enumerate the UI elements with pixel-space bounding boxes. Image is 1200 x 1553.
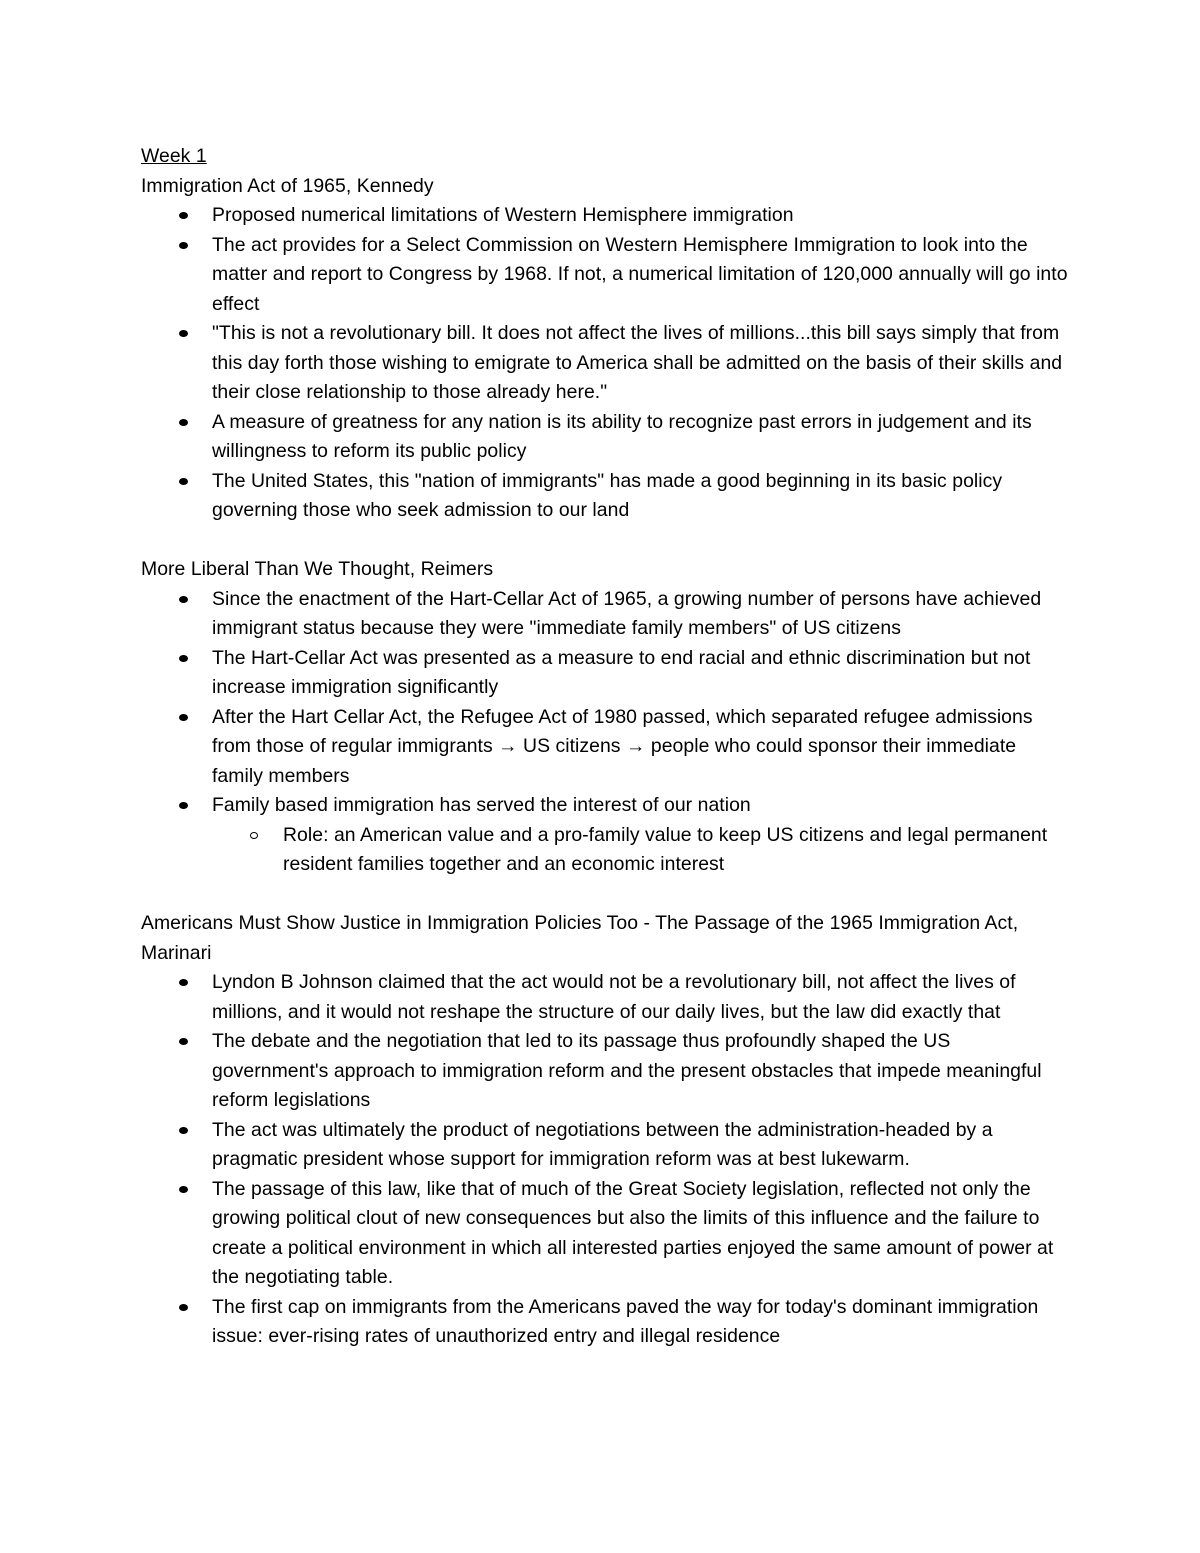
list-item: The first cap on immigrants from the Americans paved the way for today's dominant immigration issue: ever-rising rates of unauthorized entry and illegal residence [141, 1293, 1071, 1352]
bullet-icon [179, 330, 188, 337]
list-item: Lyndon B Johnson claimed that the act would not be a revolutionary bill, not affect the lives of millions, and it would not reshape the structure of our daily lives, but the law did exactly that [141, 968, 1071, 1027]
bullet-icon [179, 242, 188, 249]
bullet-icon [179, 979, 188, 986]
bullet-icon [179, 1304, 188, 1311]
sub-bullet-list [212, 821, 1071, 880]
list-item: After the Hart Cellar Act, the Refugee Act of 1980 passed, which separated refugee admissions from those of regular immigrants → US citizens → people who could sponsor their immediate family members [141, 703, 1071, 792]
bullet-icon [179, 419, 188, 426]
section-heading-kennedy: Immigration Act of 1965, Kennedy [141, 174, 434, 197]
document-page [141, 142, 1071, 1352]
week-title: Week 1 [141, 145, 207, 167]
list-item: Since the enactment of the Hart-Cellar Act of 1965, a growing number of persons have achieved immigrant status because they were "immediate family members" of US citizens [141, 585, 1071, 644]
bullet-list-reimers [141, 585, 1071, 880]
list-item: A measure of greatness for any nation is its ability to recognize past errors in judgement and its willingness to reform its public policy [141, 408, 1071, 467]
section-heading-reimers: More Liberal Than We Thought, Reimers [141, 558, 494, 580]
list-item: The debate and the negotiation that led to its passage thus profoundly shaped the US government's approach to immigration reform and the present obstacles that impede meaningful reform legislations [141, 1027, 1071, 1116]
bullet-icon [179, 596, 188, 603]
hollow-bullet-icon [250, 832, 258, 839]
bullet-icon [179, 1127, 188, 1134]
list-item: The act provides for a Select Commission on Western Hemisphere Immigration to look into the matter and report to Congress by 1968. If not, a numerical limitation of 120,000 annually will go into effect [141, 231, 1071, 320]
bullet-icon [179, 478, 188, 485]
bullet-list-kennedy [141, 201, 1071, 526]
bullet-icon [179, 655, 188, 662]
list-item: The Hart-Cellar Act was presented as a measure to end racial and ethnic discrimination but not increase immigration significantly [141, 644, 1071, 703]
bullet-list-marinari [141, 968, 1071, 1352]
bullet-icon [179, 1038, 188, 1045]
section-heading-marinari: Americans Must Show Justice in Immigration Policies Too - The Passage of the 1965 Immigration Act, Marinari [141, 912, 1019, 964]
list-item: The act was ultimately the product of negotiations between the administration-headed by a pragmatic president whose support for immigration reform was at best lukewarm. [141, 1116, 1071, 1175]
list-item: Proposed numerical limitations of Western Hemisphere immigration [141, 201, 1071, 231]
blank-line [141, 526, 1071, 556]
blank-line [141, 880, 1071, 910]
bullet-icon [179, 212, 188, 219]
list-item: The United States, this "nation of immigrants" has made a good beginning in its basic policy governing those who seek admission to our land [141, 467, 1071, 526]
list-item: "This is not a revolutionary bill. It does not affect the lives of millions...this bill says simply that from this day forth those wishing to emigrate to America shall be admitted on the basis of their skills and their close relationship to those already here." [141, 319, 1071, 408]
bullet-icon [179, 802, 188, 809]
sub-list-item: Role: an American value and a pro-family value to keep US citizens and legal permanent resident families together and an economic interest [212, 821, 1071, 880]
bullet-icon [179, 714, 188, 721]
list-item: Family based immigration has served the interest of our nation Role: an American value and a pro-family value to keep US citizens and legal permanent resident families together and an economic interest [141, 791, 1071, 880]
bullet-icon [179, 1186, 188, 1193]
list-item: The passage of this law, like that of much of the Great Society legislation, reflected not only the growing political clout of new consequences but also the limits of this influence and the failure to create a political environment in which all interested parties enjoyed the same amount of power at the negotiating table. [141, 1175, 1071, 1293]
